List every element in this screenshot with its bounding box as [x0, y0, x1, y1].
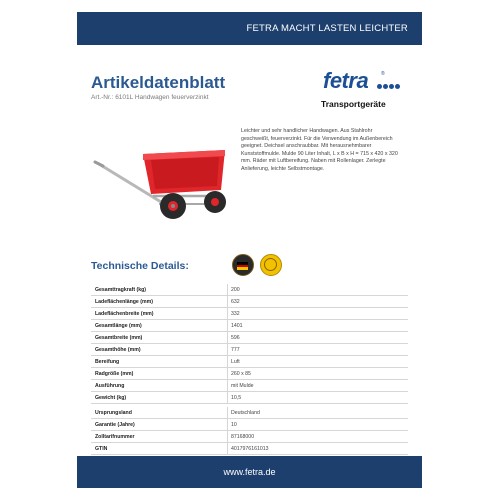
spec-row — [91, 344, 408, 356]
spec-row — [91, 392, 408, 404]
spec-row — [91, 356, 408, 368]
spec-label: GTIN — [95, 446, 108, 452]
spec-table — [91, 284, 408, 455]
spec-label: Zolltarifnummer — [95, 434, 135, 440]
logo-wordmark: fetra — [323, 68, 369, 93]
spec-value: 10 — [231, 422, 237, 428]
spec-value: 777 — [231, 347, 240, 353]
spec-value: 596 — [231, 335, 240, 341]
spec-label: Gesamtbreite (mm) — [95, 335, 143, 341]
spec-label: Ausführung — [95, 383, 125, 389]
spec-value: 632 — [231, 299, 240, 305]
logo-dots-icon — [377, 84, 401, 92]
spec-label: Gewicht (kg) — [95, 395, 127, 401]
logo-subtitle: Transportgeräte — [321, 99, 386, 109]
spec-label: Gesamthöhe (mm) — [95, 347, 141, 353]
page-title: Artikeldatenblatt — [91, 73, 226, 92]
spec-label: Gesamtlänge (mm) — [95, 323, 142, 329]
spec-label: Ladeflächenlänge (mm) — [95, 299, 153, 305]
spec-value: mit Mulde — [231, 383, 254, 389]
spec-label: Garantie (Jahre) — [95, 422, 135, 428]
spec-value: 200 — [231, 287, 240, 293]
spec-row — [91, 284, 408, 296]
spec-label: Gesamttragkraft (kg) — [95, 287, 147, 293]
spec-value: Deutschland — [231, 410, 260, 416]
spec-row — [91, 308, 408, 320]
spec-value: 4017976161013 — [231, 446, 269, 452]
handcart-image — [91, 124, 231, 224]
made-in-germany-badge-icon — [232, 254, 254, 276]
spec-value: 1401 — [231, 323, 243, 329]
datasheet-page — [77, 12, 422, 488]
spec-row — [91, 296, 408, 308]
spec-label: Bereifung — [95, 359, 120, 365]
spec-value: 10,5 — [231, 395, 242, 401]
spec-label: Ladeflächenbreite (mm) — [95, 311, 154, 317]
spec-label: Ursprungsland — [95, 410, 132, 416]
article-number: Art.-Nr.: 6101L Handwagen feuerverzinkt — [91, 94, 209, 101]
spec-row — [91, 380, 408, 392]
spec-row — [91, 419, 408, 431]
footer-band — [77, 456, 422, 488]
technical-details-heading: Technische Details: — [91, 260, 189, 272]
spec-row — [91, 431, 408, 443]
spec-row — [91, 332, 408, 344]
spec-value: 87168000 — [231, 434, 255, 440]
header-band — [77, 12, 422, 45]
spec-value: 260 x 85 — [231, 371, 251, 377]
spec-row — [91, 320, 408, 332]
spec-row — [91, 407, 408, 419]
spec-label: Radgröße (mm) — [95, 371, 134, 377]
warranty-badge-icon — [260, 254, 282, 276]
spec-value: 332 — [231, 311, 240, 317]
spec-row — [91, 368, 408, 380]
header-slogan: FETRA MACHT LASTEN LEICHTER — [246, 23, 408, 34]
spec-row — [91, 443, 408, 455]
fetra-logo — [317, 68, 407, 116]
product-description: Leichter und sehr handlicher Handwagen. Aus Stahlrohr geschweißt, feuerverzinkt. Für die Verwendung im Außenbereich geeignet. Deichsel anschraubbar. Mit herausnehmbarer Kunststoffmulde. Mulde 90 Liter Inhalt, L x B x H = 715 x 420 x 320 mm. Räder mit Luftbereifung. Naben mit Rollenlager. Zerlegte Anlieferung, leichte Selbstmontage. — [241, 128, 398, 172]
logo-registered-mark: ® — [381, 71, 385, 77]
spec-value: Luft — [231, 359, 240, 365]
footer-url: www.fetra.de — [223, 467, 276, 477]
